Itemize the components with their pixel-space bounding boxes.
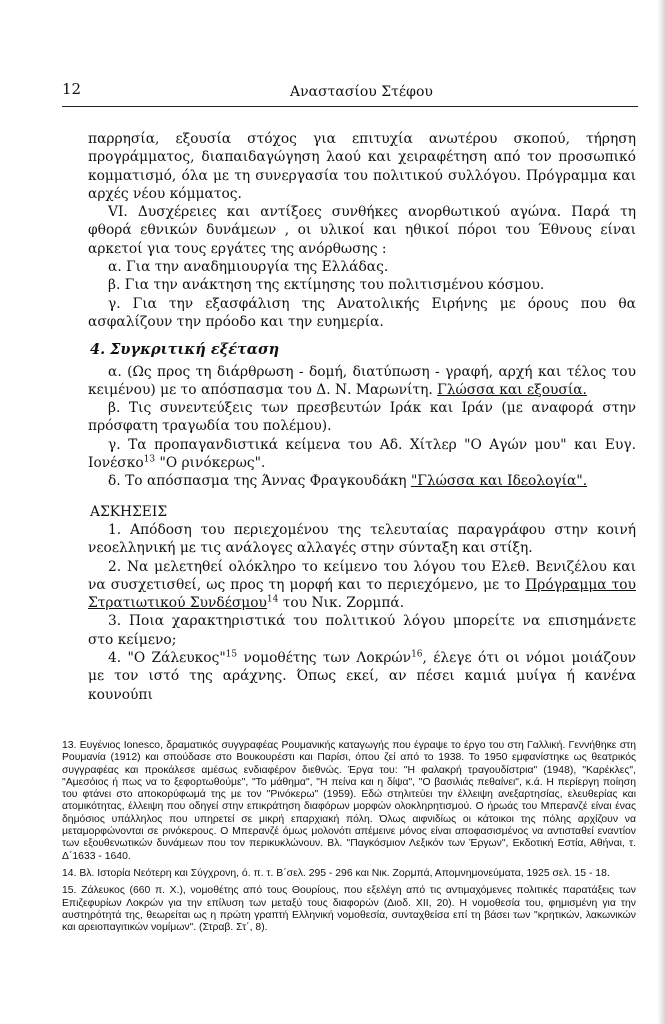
exercise-2 [88, 558, 636, 613]
main-text [88, 130, 636, 704]
list-item-a: α. Για την αναδημιουργία της Ελλάδας. [108, 259, 389, 276]
page-edge-shadow [657, 0, 665, 1024]
comparison-c-title: "Ο ρινόκερως". [155, 455, 266, 472]
paragraph-section-vi: VI. Δυσχέρειες και αντίξοες συνθήκες ανορθωτικού αγώνα. Παρά τη φθορά εθνικών δυνάμεων , οι υλικοί και ηθικοί πόροι του Έθνους είναι αρκετοί για τους εργάτες της ανόρθωσης : [88, 204, 636, 257]
comparison-d-reference: "Γλώσσα και Ιδεολογία". [410, 473, 588, 490]
comparison-d-text: δ. Το απόσπασμα της Άννας Φραγκουδάκη [108, 473, 411, 490]
footnote-ref-13: 13 [143, 454, 156, 465]
footnote-ref-16: 16 [411, 649, 423, 660]
footnote-13: 13. Ευγένιος Ionesco, δραματικός συγγραφέας Ρουμανικής καταγωγής που έγραψε το έργο του στη Γαλλική. Γεννήθηκε στη Ρουμανία (1912) και σπούδασε στο Βουκουρέστι και Παρίσι, όπου ζεί από το 1938. Το 1950 εμφανίστηκε ως θεατρικός συγγραφέας και προκάλεσε αμέσως ενδιαφέρον διεθνώς. Έργα του: "Η φαλακρή τραγουδίστρια" (1948), "Καρέκλες", "Αμεσόιος ή πως να το ξεφορτωθούμε", "Το μάθημα", "Η πείνα και η δίψα", "Ο βασιλιάς πεθαίνει", κ.ά. Η περίεργη ποίηση του φτάνει στο αποκορύφωμά της με τον "Ρινόκερω" (1959). Εδώ στηλιτεύει την έλλειψη ανεξαρτησίας, ελευθερίας και ατομικότητας, έλλειψη που οδηγεί στην επικράτηση διαφόρων μορφών ολοκληρητισμού. Ο ήρωάς του Μπερανζέ είναι ένας δημόσιος υπάλληλος που υπηρετεί σε μικρή επαρχιακή πόλη. Όλως αιφνιδίως οι κάτοικοι της πόλης αρχίζουν να μεταμορφώνονται σε ρινόκερους. Ο Μπερανζέ όμως μολονότι απέμεινε μόνος είναι αποφασισμένος να αντισταθεί εναντίον των εξουθενωτικών δυνάμεων που τον περικυκλώνουν. Βλ. "Παγκόσμιον Λεξικόν των Έργων", Εκδοτική Εστία, Αθήναι, τ. Δ΄1633 - 1640. [62, 740, 636, 862]
page-header [62, 78, 638, 107]
running-head: Αναστασίου Στέφου [290, 84, 433, 100]
footnote-ref-14: 14 [266, 594, 279, 605]
exercise-4-text: 4. "Ο Ζάλευκος" [108, 650, 226, 667]
section-heading: 4. Συγκριτική εξέταση [90, 341, 280, 359]
comparison-a-reference: Γλώσσα και εξουσία. [437, 381, 587, 398]
exercise-1: 1. Απόδοση του περιεχομένου της τελευταίας παραγράφου στην κοινή νεοελληνική με τις ανάλογες αλλαγές στην σύνταξη και στίξη. [88, 521, 636, 557]
list-item-c: γ. Για την εξασφάλιση της Ανατολικής Ειρήνης με όρους που θα ασφαλίζουν την πρόοδο και την ευημερία. [88, 295, 636, 330]
exercises-heading: ΑΣΚΗΣΕΙΣ [90, 503, 168, 520]
footnotes [62, 740, 636, 939]
page-number: 12 [62, 80, 82, 98]
comparison-item-a [88, 363, 636, 400]
footnote-15: 15. Ζάλευκος (660 π. Χ.), νομοθέτης από τους Θουρίους, που εξελέγη από τις αντιμαχόμενες πολιτικές παρατάξεις των Επιζεφυρίων Λοκρών για την επίλυση των μεταξύ τους διαφορών (Διοδ. XII, 20). Η νομοθεσία του, φημισμένη για την αυστηρότητά της, θεωρείται ως η πρώτη γραπτή Ελληνική νομοθεσία, συνταχθείσα επί τη βάσει των "κρητικών, λακωνικών και αρειοπαγιτικών νομίμων". (Στραβ. Στ΄, 8). [62, 885, 636, 934]
exercise-2-text: 2. Να μελετηθεί ολόκληρο το κείμενο του λόγου του Ελεθ. Βενιζέλου και να συσχετισθεί, ως προς τη μορφή και το περιεχόμενο, με το [88, 558, 636, 593]
comparison-item-d [88, 472, 636, 490]
list-item-b: β. Για την ανάκτηση της εκτίμησης του πολιτισμένου κόσμου. [108, 277, 545, 294]
paragraph-continuation: παρρησία, εξουσία στόχος για επιτυχία ανωτέρου σκοπού, τήρηση προγράμματος, διαπαιδαγώγηση λαού και χειραφέτηση από τον προσωπικό κομματισμό, όλα με τη συνεργασία του πολιτικού συλλόγου. Πρόγραμμα και αρχές νέου κόμματος. [88, 131, 636, 202]
footnote-14: 14. Βλ. Ιστορία Νεότερη και Σύγχρονη, ό. π. τ. Β΄σελ. 295 - 296 και Νικ. Ζορμπά, Απομνημονεύματα, 1925 σελ. 15 - 18. [62, 867, 610, 879]
exercise-3: 3. Ποια χαρακτηριστικά του πολιτικού λόγου μπορείτε να επισημάνετε στο κείμενο; [88, 613, 636, 648]
exercise-2-author: του Νικ. Ζορμπά. [278, 595, 405, 612]
comparison-item-b: β. Τις συνεντεύξεις των πρεσβευτών Ιράκ και Ιράν (με αναφορά στην πρόσφατη τραγωδία του πολέμου). [88, 400, 636, 435]
footnote-ref-15: 15 [225, 649, 238, 660]
exercise-4 [88, 649, 636, 704]
exercise-4-rest: , έλεγε ότι οι νόμοι μοιάζουν με τον ιστό της αράχνης. Όπως εκεί, αν πέσει καμιά μυίγα ή κανένα κουνούπι [88, 650, 636, 703]
comparison-c-text: γ. Τα προπαγανδιστικά κείμενα του Αδ. Χίτλερ "Ο Αγών μου" και Ευγ. Ιονέσκο [88, 436, 636, 472]
comparison-a-text: α. (Ως προς τη διάρθρωση - δομή, διατύπωση - γραφή, αρχή και τέλος του κειμένου) με το απόσπασμα του Δ. Ν. Μαρωνίτη. [88, 363, 636, 398]
exercise-2-reference: Πρόγραμμα του Στρατιωτικού Συνδέσμου [88, 576, 637, 612]
comparison-item-c [88, 436, 636, 473]
exercise-4-mid: νομοθέτης των Λοκρών [237, 650, 412, 667]
